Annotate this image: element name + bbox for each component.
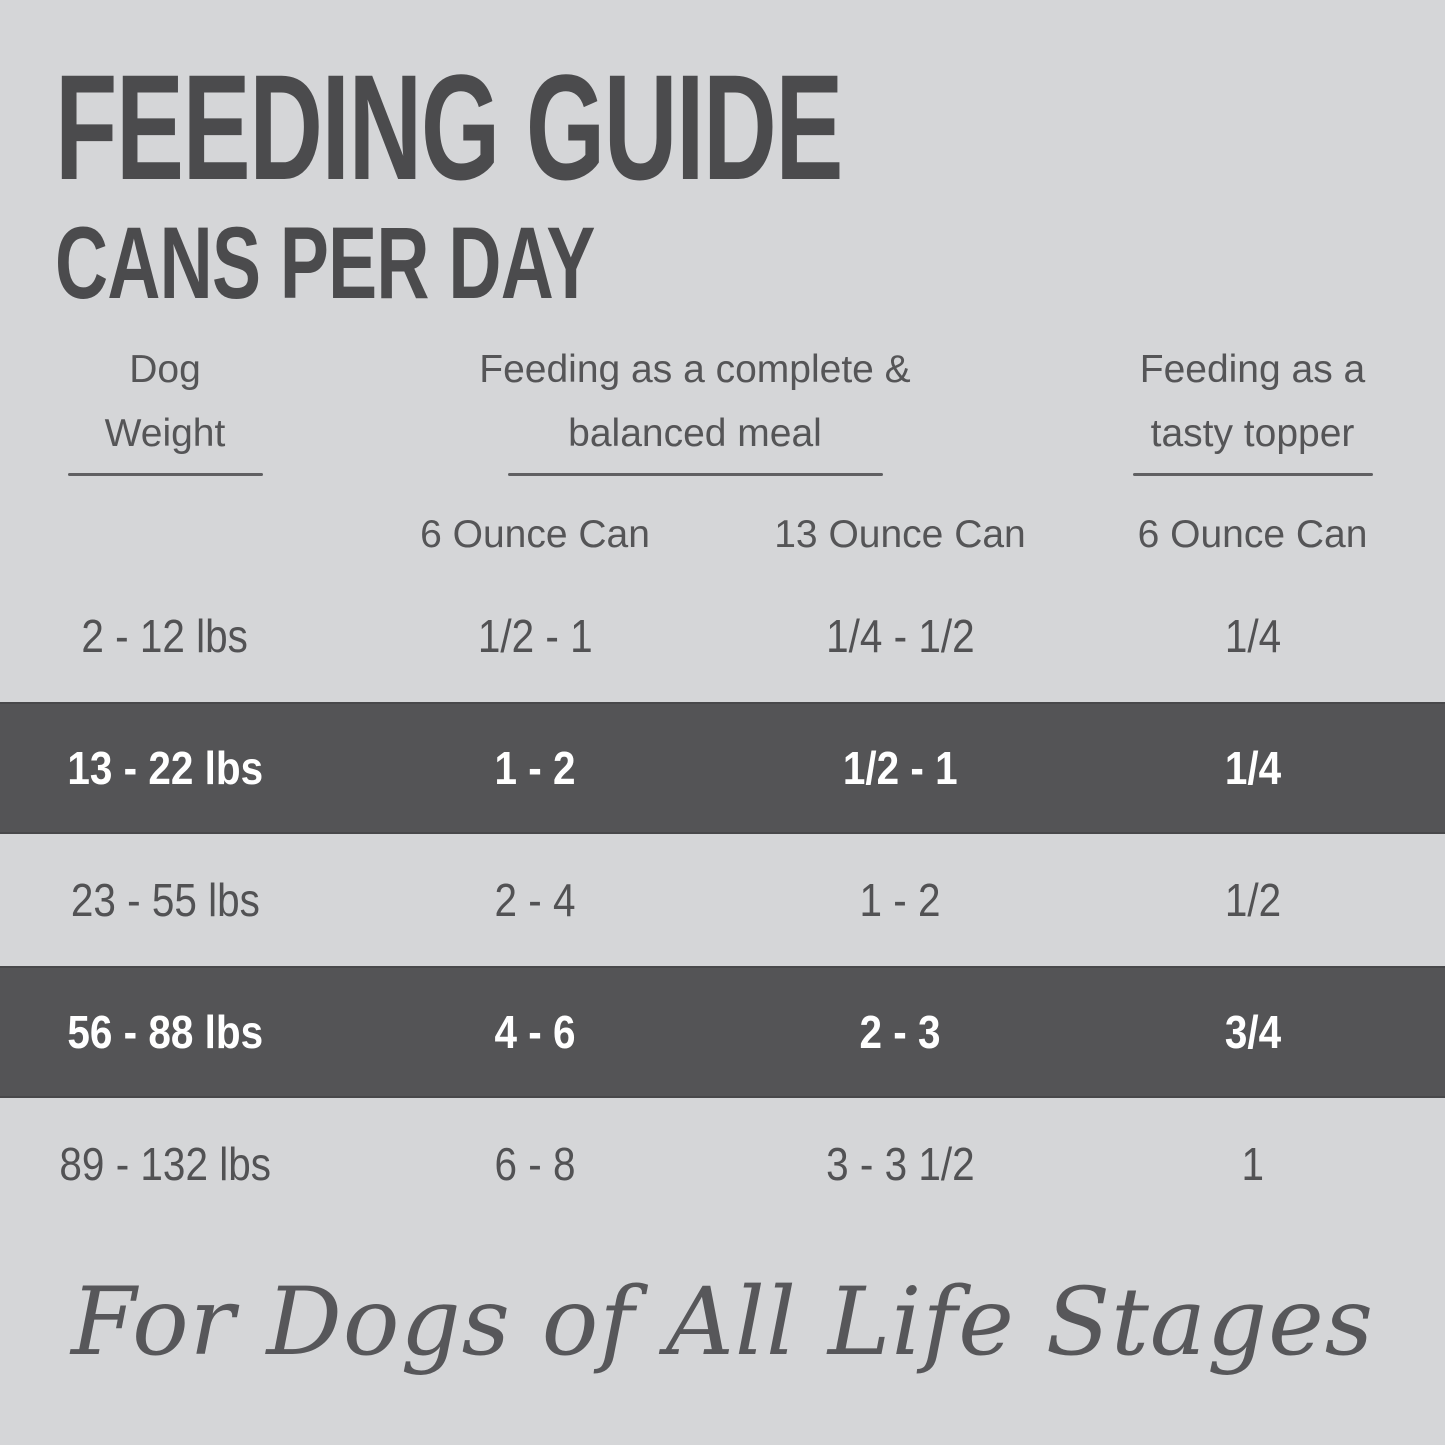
cell-topper-6oz: [1060, 1137, 1445, 1191]
cell-dog-weight: [0, 1137, 330, 1191]
cell-meal-13oz: [740, 1005, 1060, 1059]
cell-meal-13oz: [740, 873, 1060, 927]
header-underline: [68, 473, 263, 476]
page-title: FEEDING GUIDE: [55, 43, 843, 211]
cell-meal-6oz: [330, 1137, 740, 1191]
cell-topper-6oz: [1060, 1005, 1445, 1059]
dog-weight-value: 2 - 12 lbs: [81, 610, 249, 662]
group-label-line2: tasty topper: [1150, 412, 1355, 455]
meal-13oz-value: 1/4 - 1/2: [825, 610, 975, 662]
dog-weight-value: 89 - 132 lbs: [59, 1138, 271, 1190]
footer-tagline: For Dogs of All Life Stages: [71, 1268, 1374, 1377]
group-label-line2: Weight: [104, 412, 226, 455]
table-row-highlighted: [0, 966, 1445, 1098]
column-group-complete-meal: [330, 338, 1060, 476]
dog-weight-value: 56 - 88 lbs: [67, 1006, 263, 1058]
group-label-line1: Feeding as a: [1139, 348, 1366, 391]
dog-weight-value: 13 - 22 lbs: [67, 742, 263, 794]
meal-6oz-value: 2 - 4: [494, 874, 576, 926]
topper-6oz-value: 1: [1241, 1138, 1264, 1190]
cell-meal-6oz: [330, 741, 740, 795]
subheader-meal-13oz: 13 Ounce Can: [774, 513, 1026, 556]
group-label-line1: Feeding as a complete &: [479, 348, 911, 391]
cell-meal-6oz: [330, 609, 740, 663]
table-row: [0, 1098, 1445, 1230]
subheader-meal-6oz: 6 Ounce Can: [420, 513, 650, 556]
subheader-topper-6oz: 6 Ounce Can: [1137, 513, 1368, 556]
cell-dog-weight: [0, 609, 330, 663]
cell-topper-6oz: [1060, 609, 1445, 663]
subheader-row: [0, 512, 1445, 558]
meal-6oz-value: 4 - 6: [494, 1006, 576, 1058]
meal-13oz-value: 2 - 3: [859, 1006, 941, 1058]
meal-6oz-value: 1/2 - 1: [477, 610, 593, 662]
page-subtitle: CANS PER DAY: [55, 206, 595, 320]
feeding-table-body: [0, 570, 1445, 1230]
cell-meal-13oz: [740, 741, 1060, 795]
meal-13oz-value: 1 - 2: [859, 874, 941, 926]
column-group-tasty-topper: [1060, 338, 1445, 476]
topper-6oz-value: 1/2: [1224, 874, 1281, 926]
cell-meal-6oz: [330, 873, 740, 927]
meal-13oz-value: 1/2 - 1: [842, 742, 958, 794]
cell-dog-weight: [0, 873, 330, 927]
subheader-spacer: [0, 512, 330, 558]
column-group-headers: [0, 338, 1445, 476]
group-label-line1: Dog: [129, 348, 201, 391]
table-row: [0, 834, 1445, 966]
meal-13oz-value: 3 - 3 1/2: [825, 1138, 975, 1190]
cell-dog-weight: [0, 1005, 330, 1059]
table-row-highlighted: [0, 702, 1445, 834]
cell-topper-6oz: [1060, 873, 1445, 927]
cell-meal-13oz: [740, 609, 1060, 663]
column-group-dog-weight: [0, 338, 330, 476]
meal-6oz-value: 1 - 2: [494, 742, 576, 794]
meal-6oz-value: 6 - 8: [494, 1138, 576, 1190]
header-underline: [508, 473, 883, 476]
cell-meal-13oz: [740, 1137, 1060, 1191]
group-label-line2: balanced meal: [568, 412, 822, 455]
topper-6oz-value: 1/4: [1224, 610, 1281, 662]
topper-6oz-value: 1/4: [1224, 742, 1281, 794]
dog-weight-value: 23 - 55 lbs: [70, 874, 260, 926]
table-row: [0, 570, 1445, 702]
cell-meal-6oz: [330, 1005, 740, 1059]
cell-dog-weight: [0, 741, 330, 795]
header-underline: [1133, 473, 1373, 476]
topper-6oz-value: 3/4: [1224, 1006, 1281, 1058]
cell-topper-6oz: [1060, 741, 1445, 795]
